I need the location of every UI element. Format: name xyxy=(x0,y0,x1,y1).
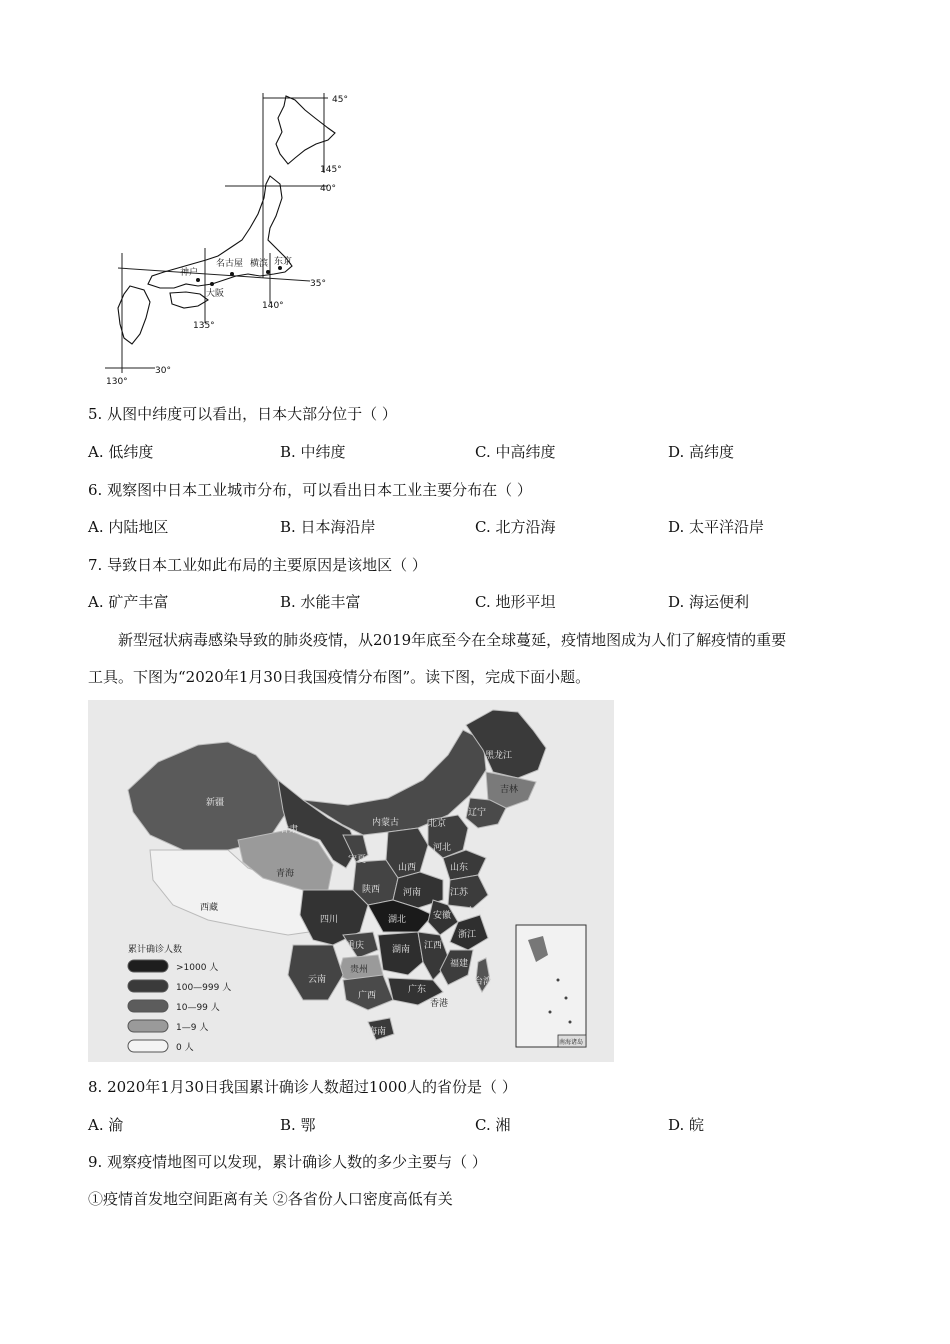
q5-option-b: B. 中纬度 xyxy=(280,443,346,461)
china-epidemic-map xyxy=(88,700,614,1062)
label-hunan: 湖南 xyxy=(392,945,411,955)
label-guangxi: 广西 xyxy=(358,991,377,1001)
question-7: 7. 导致日本工业如此布局的主要原因是该地区（ ） xyxy=(88,556,427,574)
q6-option-b: B. 日本海沿岸 xyxy=(280,518,376,536)
legend-swatch-2 xyxy=(128,980,168,992)
legend-label-3: 10—99 人 xyxy=(176,1003,220,1013)
label-ningxia: 宁夏 xyxy=(348,855,367,865)
label-henan: 河南 xyxy=(403,888,422,898)
label-guizhou: 贵州 xyxy=(350,965,369,975)
question-6: 6. 观察图中日本工业城市分布，可以看出日本工业主要分布在（ ） xyxy=(88,481,532,499)
label-neimenggu: 内蒙古 xyxy=(372,818,400,828)
question-9: 9. 观察疫情地图可以发现，累计确诊人数的多少主要与（ ） xyxy=(88,1153,487,1171)
q8-option-a: A. 渝 xyxy=(88,1116,124,1134)
label-qinghai: 青海 xyxy=(276,869,295,879)
intro-line-2: 工具。下图为“2020年1月30日我国疫情分布图”。读下图，完成下面小题。 xyxy=(88,668,591,686)
label-lat-40: 40° xyxy=(320,184,336,194)
province-xinjiang xyxy=(128,742,288,850)
label-anhui: 安徽 xyxy=(433,911,452,921)
q5-option-d: D. 高纬度 xyxy=(668,443,735,461)
q7-option-c: C. 地形平坦 xyxy=(475,593,556,611)
label-tokyo: 东京 xyxy=(274,257,293,267)
label-shanxi: 山西 xyxy=(398,863,417,873)
yokohama-dot xyxy=(266,270,270,274)
q8-option-d: D. 皖 xyxy=(668,1116,705,1134)
hokkaido-outline xyxy=(276,96,335,164)
legend-swatch-5 xyxy=(128,1040,168,1052)
osaka-dot xyxy=(210,282,214,286)
label-yunnan: 云南 xyxy=(308,975,327,985)
label-lon-140: 140° xyxy=(262,301,284,311)
label-lat-30: 30° xyxy=(155,366,171,376)
legend-swatch-3 xyxy=(128,1000,168,1012)
label-liaoning: 辽宁 xyxy=(468,808,487,818)
label-shandong: 山东 xyxy=(450,863,469,873)
kobe-dot xyxy=(196,278,200,282)
legend-title: 累计确诊人数 xyxy=(128,945,183,955)
q5-option-c: C. 中高纬度 xyxy=(475,443,556,461)
nanhai-inset xyxy=(516,925,586,1047)
map-legend xyxy=(128,943,231,1053)
label-sichuan: 四川 xyxy=(320,915,339,925)
province-yunnan xyxy=(288,945,343,1000)
label-lon-135: 135° xyxy=(193,321,215,331)
japan-map xyxy=(100,88,360,388)
legend-swatch-1 xyxy=(128,960,168,972)
q7-option-a: A. 矿产丰富 xyxy=(88,593,169,611)
q8-option-b: B. 鄂 xyxy=(280,1116,316,1134)
label-nagoya: 名古屋 xyxy=(216,259,244,269)
q9-statements: ①疫情首发地空间距离有关 ②各省份人口密度高低有关 xyxy=(88,1190,453,1208)
label-lat-45: 45° xyxy=(332,95,348,105)
label-jilin: 吉林 xyxy=(500,785,519,795)
kyushu-outline xyxy=(118,286,150,344)
nagoya-dot xyxy=(230,272,234,276)
label-hainan: 海南 xyxy=(368,1027,387,1037)
legend-label-4: 1—9 人 xyxy=(176,1023,209,1033)
label-shaanxi: 陕西 xyxy=(362,885,381,895)
label-jiangxi: 江西 xyxy=(424,941,443,951)
label-guangdong: 广东 xyxy=(408,985,427,995)
label-hubei: 湖北 xyxy=(388,915,407,925)
japan-map-svg xyxy=(100,88,360,388)
label-osaka: 大阪 xyxy=(206,289,225,299)
legend-swatch-4 xyxy=(128,1020,168,1032)
label-yokohama: 横滨 xyxy=(250,259,269,269)
q6-option-a: A. 内陆地区 xyxy=(88,518,169,536)
legend-label-2: 100—999 人 xyxy=(176,983,232,993)
q6-option-c: C. 北方沿海 xyxy=(475,518,556,536)
label-xizang: 西藏 xyxy=(200,903,219,913)
label-lon-145: 145° xyxy=(320,165,342,175)
label-heilongjiang: 黑龙江 xyxy=(485,751,513,761)
label-chongqing: 重庆 xyxy=(346,941,365,951)
label-lon-130: 130° xyxy=(106,377,128,387)
label-beijing: 北京 xyxy=(428,819,447,829)
label-shanghai: 上海 xyxy=(466,907,485,917)
q5-option-a: A. 低纬度 xyxy=(88,443,154,461)
shikoku-outline xyxy=(170,292,208,308)
question-5: 5. 从图中纬度可以看出，日本大部分位于（ ） xyxy=(88,405,397,423)
q6-option-d: D. 太平洋沿岸 xyxy=(668,518,765,536)
legend-label-1: >1000 人 xyxy=(176,963,219,973)
question-8: 8. 2020年1月30日我国累计确诊人数超过1000人的省份是（ ） xyxy=(88,1078,517,1096)
lat-35-line xyxy=(118,268,310,281)
intro-line-1: 新型冠状病毒感染导致的肺炎疫情，从2019年底至今在全球蔓延，疫情地图成为人们了解疫情的重要 xyxy=(118,631,787,649)
label-lat-35: 35° xyxy=(310,279,326,289)
label-taiwan: 台湾 xyxy=(474,977,493,987)
label-gansu: 甘肃 xyxy=(280,825,299,835)
label-nanhai: 南海诸岛 xyxy=(559,1039,584,1046)
label-hebei: 河北 xyxy=(433,843,452,853)
legend-label-5: 0 人 xyxy=(176,1043,194,1053)
label-kobe: 神户 xyxy=(180,268,199,278)
label-zhejiang: 浙江 xyxy=(458,930,477,940)
china-map-svg xyxy=(88,700,614,1062)
label-xianggang: 香港 xyxy=(430,999,449,1009)
q7-option-d: D. 海运便利 xyxy=(668,593,750,611)
label-fujian: 福建 xyxy=(450,959,469,969)
q7-option-b: B. 水能丰富 xyxy=(280,593,361,611)
label-jiangsu: 江苏 xyxy=(450,888,469,898)
q8-option-c: C. 湘 xyxy=(475,1116,511,1134)
label-xinjiang: 新疆 xyxy=(206,798,225,808)
